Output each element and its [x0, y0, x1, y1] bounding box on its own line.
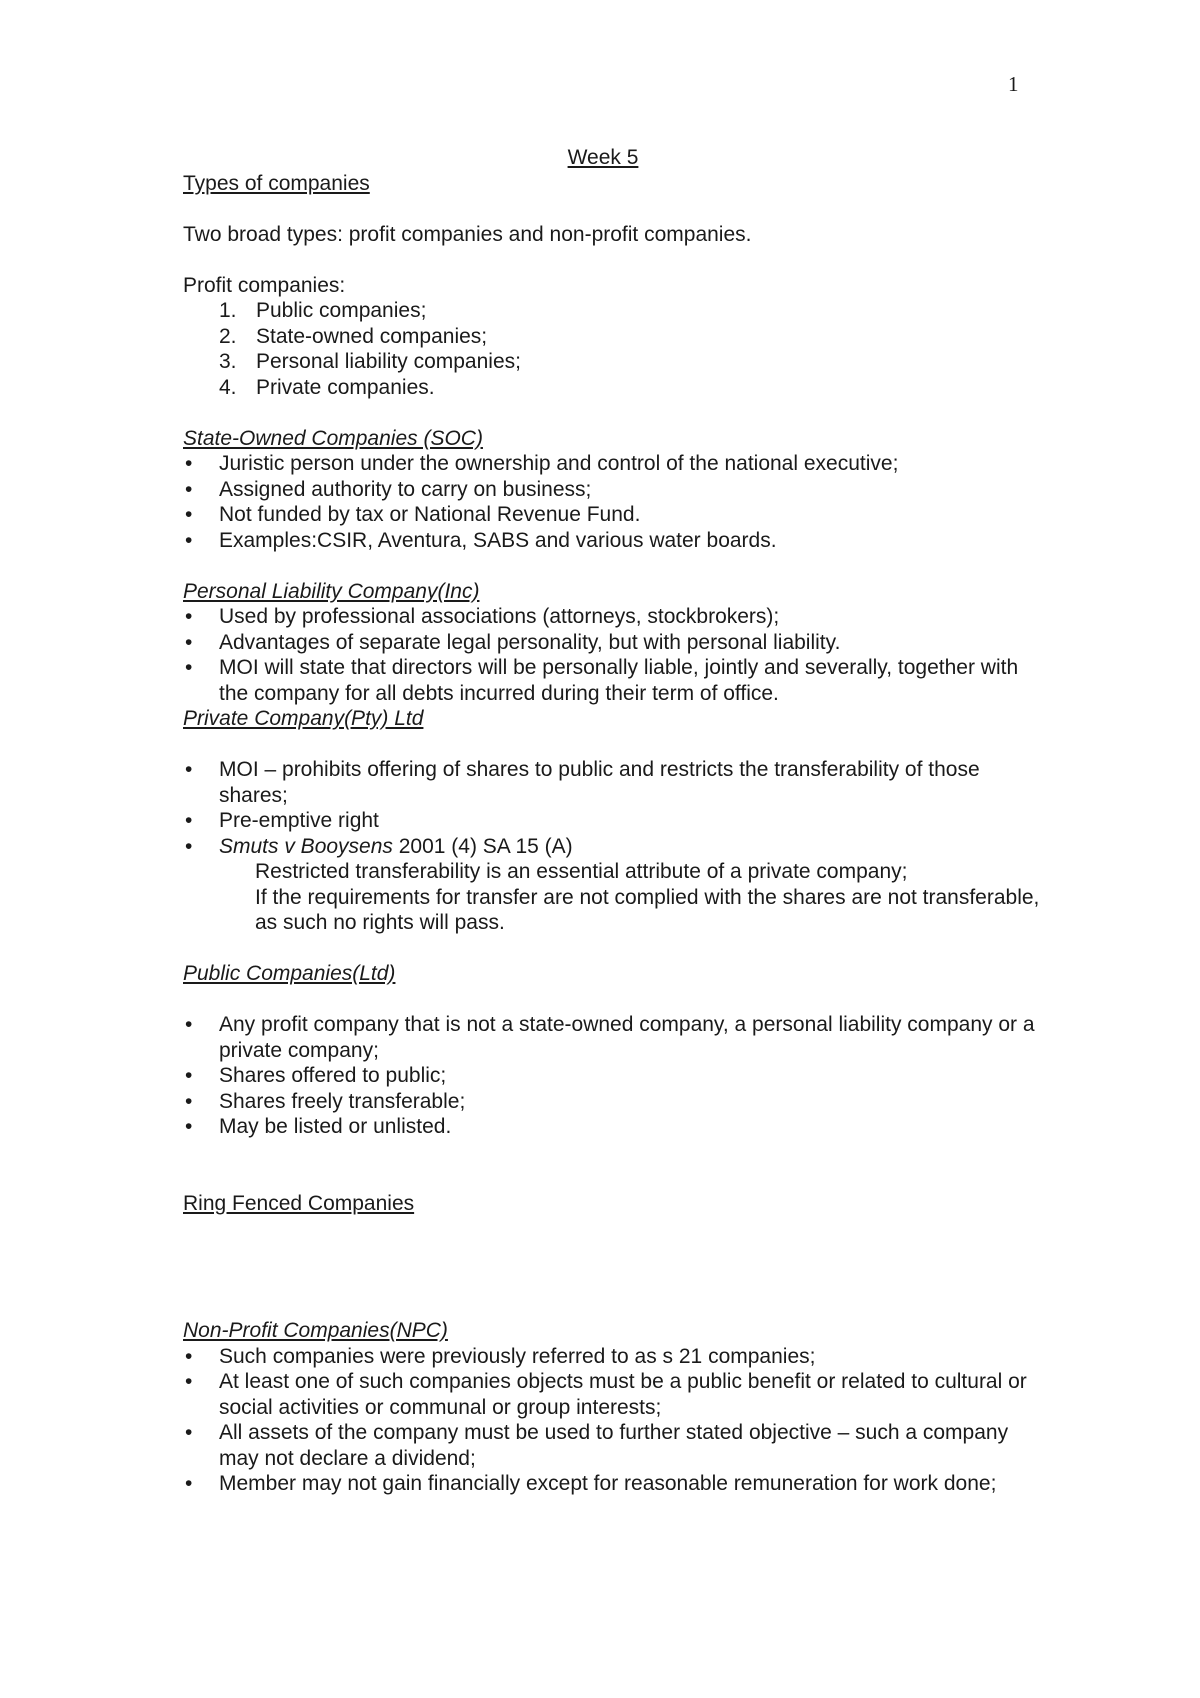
bullet-icon: •	[185, 1421, 193, 1444]
list-item: • Shares freely transferable;	[185, 1089, 466, 1113]
list-item: 3. Personal liability companies;	[219, 350, 521, 373]
bullet-icon: •	[185, 656, 193, 679]
list-item: • Used by professional associations (attorneys, stockbrokers);	[185, 605, 780, 628]
list-item: • Shares offered to public;	[185, 1064, 447, 1087]
inc-list	[183, 604, 1043, 706]
bullet-icon: •	[185, 605, 193, 628]
list-item	[183, 834, 1043, 860]
profit-label: Profit companies:	[183, 273, 346, 297]
list-item: • MOI will state that directors will be personally liable, jointly and severally, together with the company for all debts incurred during their term of office.	[185, 656, 1019, 705]
bullet-icon: •	[185, 809, 193, 832]
bullet-icon: •	[185, 834, 193, 858]
page-number: 1	[1008, 72, 1019, 96]
bullet-icon: •	[185, 452, 193, 475]
bullet-icon: •	[185, 1064, 193, 1087]
bullet-icon: •	[185, 1370, 193, 1393]
inc-heading: Personal Liability Company(Inc)	[183, 579, 480, 603]
npc-heading: Non-Profit Companies(NPC)	[183, 1319, 448, 1342]
list-item: • Juristic person under the ownership and control of the national executive;	[185, 452, 899, 475]
pty-heading: Private Company(Pty) Ltd	[183, 707, 424, 730]
list-item: 4. Private companies.	[219, 375, 435, 399]
list-item: • Examples:CSIR, Aventura, SABS and various water boards.	[185, 528, 777, 552]
list-item: • All assets of the company must be used to further stated objective – such a company may not declare a dividend;	[185, 1421, 1009, 1470]
ltd-list	[183, 1012, 1043, 1140]
soc-list	[183, 451, 1043, 553]
bullet-icon: •	[185, 528, 193, 552]
list-item: • May be listed or unlisted.	[185, 1115, 452, 1138]
list-item: • Member may not gain financially except for reasonable remuneration for work done;	[185, 1472, 997, 1495]
bullet-icon: •	[185, 1013, 193, 1036]
list-item: • Such companies were previously referred to as s 21 companies;	[185, 1344, 816, 1368]
case-name: Smuts v Booysens	[219, 834, 393, 858]
intro-paragraph: Two broad types: profit companies and non-profit companies.	[183, 222, 752, 246]
bullet-icon: •	[185, 758, 193, 781]
bullet-icon: •	[185, 1344, 193, 1368]
list-item: • At least one of such companies objects must be a public benefit or related to cultural or social activities or communal or group interests;	[185, 1370, 1027, 1419]
soc-heading: State-Owned Companies (SOC)	[183, 426, 483, 450]
list-item: • Any profit company that is not a state-owned company, a personal liability company or a private company;	[185, 1013, 1035, 1062]
list-item: • MOI – prohibits offering of shares to public and restricts the transferability of those shares;	[185, 758, 980, 807]
document-title: Week 5	[567, 146, 639, 169]
document-body	[183, 145, 1043, 1497]
pty-list	[183, 757, 1043, 859]
case-note: Restricted transferability is an essential attribute of a private company;	[255, 860, 908, 883]
case-note: If the requirements for transfer are not complied with the shares are not transferable, as such no rights will pass.	[255, 885, 1040, 934]
bullet-icon: •	[185, 1472, 193, 1495]
bullet-icon: •	[185, 1115, 193, 1138]
list-item: 2. State-owned companies;	[219, 324, 488, 348]
section-heading-types: Types of companies	[183, 171, 370, 195]
npc-list	[183, 1344, 1043, 1497]
profit-list	[183, 298, 1043, 400]
list-item: 1. Public companies;	[219, 299, 427, 322]
list-item: • Not funded by tax or National Revenue Fund.	[185, 503, 641, 526]
ltd-heading: Public Companies(Ltd)	[183, 962, 396, 985]
list-item: • Advantages of separate legal personality, but with personal liability.	[185, 630, 841, 654]
bullet-icon: •	[185, 477, 193, 501]
ring-heading: Ring Fenced Companies	[183, 1191, 415, 1215]
list-item: • Assigned authority to carry on business;	[185, 477, 592, 501]
list-item: • Pre-emptive right	[185, 809, 379, 832]
bullet-icon: •	[185, 1089, 193, 1113]
bullet-icon: •	[185, 503, 193, 526]
case-citation: 2001 (4) SA 15 (A)	[392, 834, 573, 858]
bullet-icon: •	[185, 630, 193, 654]
